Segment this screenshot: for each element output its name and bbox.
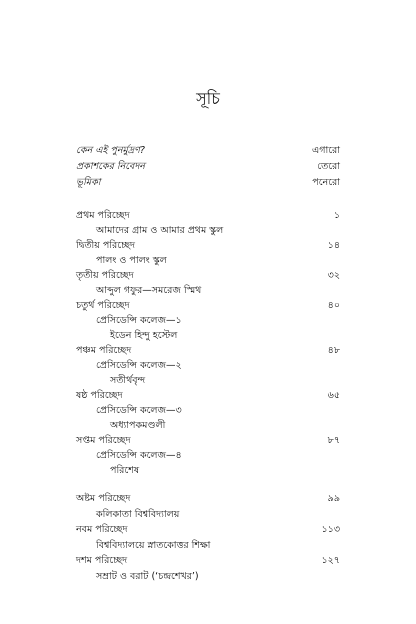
toc-entry-page: পনেরো <box>312 177 340 188</box>
chapter-label: অষ্টম পরিচ্ছেদ <box>76 493 131 504</box>
chapter-label: তৃতীয় পরিচ্ছেদ <box>76 270 134 281</box>
toc-entry-page: তেরো <box>317 161 340 172</box>
toc-entry-chapter[interactable] <box>76 238 340 254</box>
chapter-label: প্রথম পরিচ্ছেদ <box>76 210 130 221</box>
toc-entry-front[interactable] <box>76 175 340 191</box>
toc-entry-label: ভূমিকা <box>76 177 101 188</box>
chapter-page: ১৪ <box>327 240 340 251</box>
toc-entry-chapter[interactable] <box>76 433 340 449</box>
chapter-label: নবম পরিচ্ছেদ <box>76 524 128 535</box>
chapter-subtitle: ইডেন হিন্দু হস্টেল <box>110 330 178 341</box>
chapter-label: দ্বিতীয় পরিচ্ছেদ <box>76 240 136 251</box>
toc-entry-page: এগারো <box>311 145 340 156</box>
chapter-subtitle: সতীর্থবৃন্দ <box>110 375 146 386</box>
chapter-subtitle: প্রেসিডেন্সি কলেজ—১ <box>96 315 182 326</box>
chapter-label: চতুর্থ পরিচ্ছেদ <box>76 300 130 311</box>
chapter-label: সপ্তম পরিচ্ছেদ <box>76 435 131 446</box>
toc-entry-label: প্রকাশকের নিবেদন <box>76 161 145 172</box>
chapter-subtitle: পরিশেষ <box>110 465 140 476</box>
chapter-subtitle: কলিকাতা বিশ্ববিদ্যালয় <box>96 509 180 520</box>
toc-entry-front[interactable] <box>76 143 340 159</box>
chapter-page: ১২৭ <box>321 555 340 566</box>
page-title: সূচি <box>196 89 220 108</box>
chapter-page: ১ <box>333 210 340 221</box>
toc-entry-chapter[interactable] <box>76 491 340 507</box>
toc-entry-chapter[interactable] <box>76 268 340 284</box>
chapter-subtitle: আব্দুল গফুর—সমরেজ স্মিথ <box>96 285 202 296</box>
chapter-subtitle: প্রেসিডেন্সি কলেজ—৩ <box>96 405 182 416</box>
chapter-subtitle: অধ্যাপকমণ্ডলী <box>110 420 166 431</box>
chapter-subtitle: পালং ও পালং স্কুল <box>96 255 167 266</box>
toc-entry-chapter[interactable] <box>76 208 340 224</box>
chapter-page: ৪৮ <box>327 345 340 356</box>
chapter-page: ৬৫ <box>327 390 340 401</box>
chapter-page: ৪০ <box>327 300 340 311</box>
toc-entry-label: কেন এই পুনর্মুদ্রণ? <box>76 145 145 156</box>
chapter-subtitle: আমাদের গ্রাম ও আমার প্রথম স্কুল <box>96 225 224 236</box>
chapter-page: ৯৯ <box>327 493 340 504</box>
chapter-label: পঞ্চম পরিচ্ছেদ <box>76 345 132 356</box>
chapter-page: ৩২ <box>327 270 340 281</box>
chapter-subtitle: প্রেসিডেন্সি কলেজ—২ <box>96 360 182 371</box>
chapter-label: দশম পরিচ্ছেদ <box>76 555 128 566</box>
chapter-page: ৮৭ <box>327 435 340 446</box>
chapter-label: ষষ্ঠ পরিচ্ছেদ <box>76 390 123 401</box>
toc-entry-chapter[interactable] <box>76 522 340 538</box>
toc-entry-chapter[interactable] <box>76 388 340 404</box>
toc-entry-chapter[interactable] <box>76 553 340 569</box>
chapter-subtitle: প্রেসিডেন্সি কলেজ—৪ <box>96 450 182 461</box>
toc-entry-chapter[interactable] <box>76 343 340 359</box>
toc-entry-front[interactable] <box>76 159 340 175</box>
chapter-page: ১১৩ <box>321 524 340 535</box>
toc-entry-chapter[interactable] <box>76 298 340 314</box>
chapter-subtitle: সম্রাট ও বরাট (‘চন্দ্রশেখর’) <box>96 571 199 582</box>
chapter-subtitle: বিশ্ববিদ্যালয়ে স্নাতকোত্তর শিক্ষা <box>96 540 211 551</box>
